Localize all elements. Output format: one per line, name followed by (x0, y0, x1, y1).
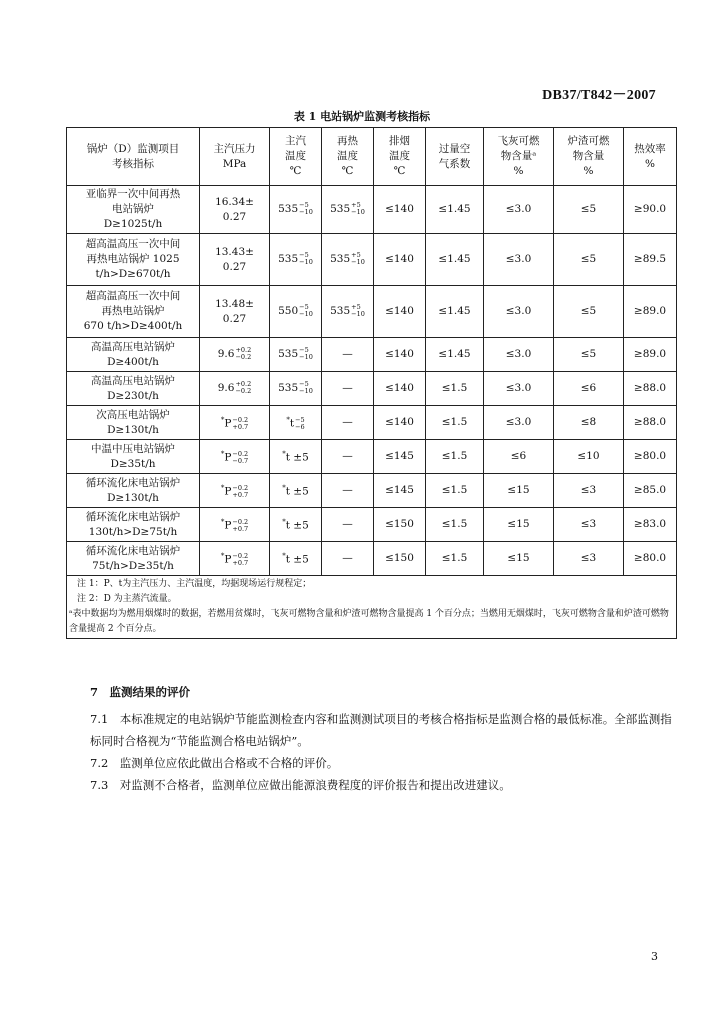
cell-main-temp (270, 474, 322, 508)
header-main-temperature-line: 主汽 (285, 135, 306, 147)
cell-exhaust: ≤145 (374, 474, 426, 508)
cell-type (67, 542, 200, 576)
cell-type-line: 高温高压电站锅炉 (91, 340, 175, 353)
cell-type-line: D≥230t/h (107, 389, 159, 402)
cell-efficiency: ≥90.0 (624, 186, 677, 234)
table-row (67, 372, 677, 406)
cell-type-line: 130t/h>D≥75t/h (88, 525, 178, 538)
cell-pressure-base: 9.6 (217, 348, 235, 360)
cell-pressure-base: P (224, 451, 232, 464)
table-row (67, 234, 677, 286)
cell-main-temp-sub: −10 (299, 258, 313, 266)
cell-efficiency: ≥80.0 (624, 542, 677, 576)
cell-type-line: 超高温高压一次中间 (85, 290, 181, 302)
cell-pressure-line: 16.34± (215, 195, 254, 208)
cell-fly-ash: ≤3.0 (484, 234, 554, 286)
table-notes (67, 576, 677, 639)
header-exhaust-temperature-line: ℃ (393, 165, 406, 177)
table-row (67, 474, 677, 508)
cell-excess-air: ≤1.5 (426, 440, 484, 474)
cell-main-temp-sup: −5 (295, 415, 305, 424)
cell-fly-ash: ≤6 (484, 440, 554, 474)
page-number: 3 (651, 950, 658, 963)
cell-efficiency: ≥88.0 (624, 372, 677, 406)
cell-main-temp-sub: −10 (299, 208, 313, 216)
cell-main-temp (270, 406, 322, 440)
cell-exhaust: ≤145 (374, 440, 426, 474)
cell-main-temp (270, 508, 322, 542)
cell-type (67, 186, 200, 234)
header-excess-air (426, 128, 484, 186)
cell-fly-ash: ≤15 (484, 474, 554, 508)
cell-fly-ash: ≤3.0 (484, 372, 554, 406)
header-main-pressure-line: MPa (222, 157, 247, 170)
cell-main-temp-base: t ±5 (285, 553, 309, 566)
cell-reheat-temp: — (322, 372, 374, 406)
cell-pressure (200, 186, 270, 234)
cell-pressure-line: 0.27 (222, 210, 247, 223)
header-excess-air-line: 过量空 (438, 142, 471, 155)
cell-main-temp (270, 234, 322, 286)
table-row (67, 338, 677, 372)
cell-type-line: 中温中压电站锅炉 (91, 442, 175, 455)
cell-pressure-base: P (224, 485, 232, 498)
cell-pressure-line: 0.27 (222, 260, 247, 273)
header-main-pressure (200, 128, 270, 186)
cell-main-temp-base: t ±5 (285, 485, 309, 498)
note-1: 注 1：P、t为主汽压力、主汽温度，均据现场运行规程定； (77, 579, 312, 589)
cell-main-temp-marker: * (282, 518, 286, 527)
header-reheat-temperature-line: 温度 (337, 150, 358, 162)
cell-main-temp-marker: * (282, 450, 286, 459)
header-reheat-temperature-line: ℃ (341, 165, 354, 177)
cell-type-line: D≥400t/h (107, 355, 159, 368)
cell-main-temp-sup: −5 (299, 380, 309, 388)
cell-pressure-sup: −0.2 (232, 415, 249, 424)
cell-reheat-temp-base: 535 (330, 305, 351, 317)
cell-excess-air: ≤1.45 (426, 286, 484, 338)
cell-slag: ≤3 (554, 474, 624, 508)
cell-main-temp (270, 440, 322, 474)
cell-slag: ≤8 (554, 406, 624, 440)
header-slag-combustible (554, 128, 624, 186)
cell-main-temp (270, 372, 322, 406)
header-exhaust-temperature (374, 128, 426, 186)
cell-efficiency: ≥89.0 (624, 338, 677, 372)
cell-reheat-temp-tolerance (351, 304, 365, 318)
cell-type-line: 循环流化床电站锅炉 (85, 510, 181, 523)
cell-pressure (200, 372, 270, 406)
cell-main-temp-base: 535 (278, 253, 299, 265)
table-row (67, 542, 677, 576)
cell-main-temp-sup: −5 (299, 346, 309, 354)
cell-slag: ≤5 (554, 338, 624, 372)
cell-fly-ash: ≤3.0 (484, 406, 554, 440)
cell-main-temp-tolerance (299, 347, 313, 361)
cell-pressure-base: P (224, 519, 232, 532)
cell-excess-air: ≤1.45 (426, 186, 484, 234)
cell-type-line: 再热电站锅炉 (101, 305, 165, 317)
cell-main-temp (270, 286, 322, 338)
header-thermal-efficiency (624, 128, 677, 186)
cell-main-temp (270, 186, 322, 234)
cell-efficiency: ≥80.0 (624, 440, 677, 474)
cell-pressure-tolerance (232, 485, 248, 499)
cell-main-temp-tolerance (299, 252, 313, 266)
header-monitored-item (67, 128, 200, 186)
cell-pressure-sub: +0.7 (232, 524, 249, 533)
cell-main-temp (270, 542, 322, 576)
cell-type-line: 超高温高压一次中间 (85, 238, 181, 250)
table-notes-row (67, 576, 677, 639)
cell-main-temp-marker: * (282, 552, 286, 561)
cell-pressure-base: P (224, 553, 232, 566)
note-a: ᵃ表中数据均为燃用烟煤时的数据，若燃用贫煤时，飞灰可燃物含量和炉渣可燃物含量提高 1 个百分点；当燃用无烟煤时，飞灰可燃物含量和炉渣可燃物含量提高 2 个百分点。 (69, 609, 669, 634)
cell-type-line: 次高压电站锅炉 (96, 408, 170, 421)
cell-reheat-temp (322, 286, 374, 338)
cell-type-line: D≥35t/h (110, 457, 156, 470)
cell-main-temp-base: t (289, 417, 295, 430)
cell-pressure-sup: −0.2 (232, 449, 249, 458)
table-row (67, 286, 677, 338)
table-row (67, 406, 677, 440)
cell-reheat-temp-tolerance (351, 252, 365, 266)
header-exhaust-temperature-line: 排烟 (389, 135, 410, 147)
header-monitored-item-line: 考核指标 (112, 157, 154, 170)
cell-main-temp-base: t ±5 (285, 519, 309, 532)
cell-pressure (200, 338, 270, 372)
cell-reheat-temp-tolerance (351, 202, 365, 216)
paragraph-7-1: 7.1 本标准规定的电站锅炉节能监测检查内容和监测测试项目的考核合格指标是监测合格的最低标准。全部监测指标同时合格视为“节能监测合格电站锅炉”。 (90, 712, 672, 748)
cell-exhaust: ≤140 (374, 186, 426, 234)
cell-pressure-sup: −0.2 (232, 483, 249, 492)
cell-excess-air: ≤1.5 (426, 474, 484, 508)
header-main-temperature (270, 128, 322, 186)
header-fly-ash-combustible-line: 物含量ᵃ (500, 150, 537, 162)
cell-type-line: 循环流化床电站锅炉 (85, 544, 181, 557)
cell-exhaust: ≤140 (374, 338, 426, 372)
section-title: 7 监测结果的评价 (90, 685, 191, 699)
cell-type-line: 循环流化床电站锅炉 (85, 476, 181, 489)
cell-efficiency: ≥83.0 (624, 508, 677, 542)
cell-main-temp-tolerance (295, 417, 305, 431)
cell-efficiency: ≥89.5 (624, 234, 677, 286)
cell-pressure (200, 542, 270, 576)
cell-pressure-marker: * (220, 484, 225, 493)
cell-pressure-tolerance (232, 451, 248, 465)
cell-type-line: 再热电站锅炉 1025 (86, 253, 180, 265)
cell-reheat-temp-sup: +5 (351, 303, 361, 311)
cell-pressure-tolerance (235, 381, 251, 395)
paragraph-7-2: 7.2 监测单位应依此做出合格或不合格的评价。 (90, 756, 339, 770)
table-row (67, 186, 677, 234)
cell-pressure-marker: * (220, 450, 225, 459)
boiler-indicator-table (66, 127, 677, 639)
cell-type-line: D≥130t/h (107, 491, 159, 504)
cell-main-temp-sup: −5 (299, 201, 309, 209)
header-fly-ash-combustible-line: % (513, 165, 524, 177)
cell-fly-ash: ≤15 (484, 542, 554, 576)
cell-excess-air: ≤1.5 (426, 406, 484, 440)
cell-main-temp-marker: * (282, 484, 286, 493)
cell-type-line: 75t/h>D≥35t/h (92, 559, 174, 572)
cell-main-temp-base: 550 (278, 305, 299, 317)
header-fly-ash-combustible-line: 飞灰可燃 (497, 135, 540, 147)
cell-slag: ≤6 (554, 372, 624, 406)
cell-pressure-sup: +0.2 (235, 346, 252, 354)
cell-excess-air: ≤1.45 (426, 338, 484, 372)
cell-main-temp-base: 535 (278, 203, 299, 215)
cell-pressure-marker: * (220, 416, 225, 425)
cell-pressure-sub: −0.2 (235, 387, 252, 395)
cell-main-temp-sub: −10 (299, 387, 313, 395)
cell-reheat-temp-sub: −10 (351, 258, 365, 266)
cell-slag: ≤3 (554, 508, 624, 542)
cell-main-temp-sup: −5 (299, 303, 309, 311)
header-slag-combustible-line: % (583, 165, 594, 177)
cell-slag: ≤5 (554, 286, 624, 338)
cell-reheat-temp: — (322, 508, 374, 542)
cell-main-temp-base: 535 (278, 382, 299, 394)
header-reheat-temperature (322, 128, 374, 186)
cell-pressure-base: P (224, 417, 232, 430)
cell-pressure-tolerance (232, 553, 248, 567)
cell-pressure-sub: +0.7 (232, 558, 249, 567)
cell-type-line: 电站锅炉 (112, 203, 154, 215)
cell-reheat-temp (322, 234, 374, 286)
cell-pressure-line: 0.27 (222, 312, 247, 325)
cell-efficiency: ≥89.0 (624, 286, 677, 338)
cell-reheat-temp-sub: −10 (351, 208, 365, 216)
header-thermal-efficiency-line: 热效率 (634, 142, 666, 155)
cell-reheat-temp-base: 535 (330, 253, 351, 265)
cell-pressure (200, 286, 270, 338)
cell-reheat-temp-sup: +5 (351, 251, 361, 259)
cell-main-temp-sub: −10 (299, 353, 313, 361)
cell-reheat-temp: — (322, 406, 374, 440)
cell-excess-air: ≤1.5 (426, 508, 484, 542)
cell-reheat-temp-sup: +5 (351, 201, 361, 209)
cell-pressure-sub: −0.2 (235, 353, 252, 361)
cell-exhaust: ≤140 (374, 286, 426, 338)
cell-pressure (200, 440, 270, 474)
cell-main-temp-sup: −5 (299, 251, 309, 259)
cell-main-temp-tolerance (299, 304, 313, 318)
cell-pressure-tolerance (232, 417, 248, 431)
header-exhaust-temperature-line: 温度 (389, 150, 410, 162)
header-main-temperature-line: 温度 (285, 150, 306, 162)
cell-fly-ash: ≤3.0 (484, 338, 554, 372)
cell-excess-air: ≤1.45 (426, 234, 484, 286)
cell-reheat-temp: — (322, 338, 374, 372)
cell-type-line: 高温高压电站锅炉 (91, 374, 175, 387)
cell-fly-ash: ≤15 (484, 508, 554, 542)
table-caption: 表 1 电站锅炉监测考核指标 (293, 110, 431, 123)
cell-type-line: D≥130t/h (107, 423, 159, 436)
cell-fly-ash: ≤3.0 (484, 286, 554, 338)
cell-main-temp-sub: −10 (299, 310, 313, 318)
document-id: DB37/T842－2007 (542, 88, 656, 103)
cell-main-temp-sub: −6 (295, 422, 305, 431)
table-header-row (67, 128, 677, 186)
note-2: 注 2：D 为主蒸汽流量。 (77, 594, 177, 604)
cell-main-temp-tolerance (299, 381, 313, 395)
header-slag-combustible-line: 物含量 (572, 150, 605, 162)
cell-pressure-sub: +0.7 (232, 490, 249, 499)
cell-type (67, 286, 200, 338)
header-excess-air-line: 气系数 (438, 157, 471, 170)
cell-type-line: t/h>D≥670t/h (95, 268, 171, 280)
cell-type-line: 亚临界一次中间再热 (85, 188, 181, 200)
header-monitored-item-line: 锅炉（D）监测项目 (86, 142, 180, 155)
header-thermal-efficiency-line: % (645, 157, 655, 170)
cell-main-temp (270, 338, 322, 372)
table-row (67, 440, 677, 474)
cell-pressure-tolerance (235, 347, 251, 361)
cell-reheat-temp-sub: −10 (351, 310, 365, 318)
cell-type (67, 234, 200, 286)
cell-type (67, 474, 200, 508)
cell-pressure-marker: * (220, 518, 225, 527)
header-main-temperature-line: ℃ (289, 165, 302, 177)
cell-reheat-temp: — (322, 474, 374, 508)
cell-type (67, 372, 200, 406)
table-row (67, 508, 677, 542)
cell-pressure-sup: −0.2 (232, 517, 249, 526)
cell-type-line: 670 t/h>D≥400t/h (83, 320, 183, 332)
cell-main-temp-base: t ±5 (285, 451, 309, 464)
cell-type-line: D≥1025t/h (103, 218, 163, 230)
cell-slag: ≤5 (554, 186, 624, 234)
cell-pressure-line: 13.43± (215, 245, 254, 258)
cell-efficiency: ≥85.0 (624, 474, 677, 508)
cell-exhaust: ≤150 (374, 508, 426, 542)
cell-reheat-temp (322, 186, 374, 234)
cell-main-temp-base: 535 (278, 348, 299, 360)
cell-pressure-sup: −0.2 (232, 551, 249, 560)
cell-slag: ≤10 (554, 440, 624, 474)
cell-pressure (200, 474, 270, 508)
cell-fly-ash: ≤3.0 (484, 186, 554, 234)
cell-pressure-base: 9.6 (217, 382, 235, 394)
cell-exhaust: ≤140 (374, 372, 426, 406)
cell-pressure-sub: −0.7 (232, 456, 249, 465)
cell-excess-air: ≤1.5 (426, 542, 484, 576)
cell-type (67, 406, 200, 440)
cell-exhaust: ≤140 (374, 406, 426, 440)
cell-slag: ≤3 (554, 542, 624, 576)
cell-excess-air: ≤1.5 (426, 372, 484, 406)
paragraph-7-3: 7.3 对监测不合格者，监测单位应做出能源浪费程度的评价报告和提出改进建议。 (90, 778, 511, 792)
cell-type (67, 440, 200, 474)
cell-reheat-temp: — (322, 542, 374, 576)
cell-main-temp-marker: * (286, 416, 290, 425)
cell-pressure-marker: * (220, 552, 225, 561)
cell-slag: ≤5 (554, 234, 624, 286)
header-slag-combustible-line: 炉渣可燃 (567, 135, 610, 147)
cell-type (67, 338, 200, 372)
cell-pressure (200, 508, 270, 542)
cell-exhaust: ≤150 (374, 542, 426, 576)
cell-pressure-sup: +0.2 (235, 380, 252, 388)
cell-pressure-tolerance (232, 519, 248, 533)
cell-main-temp-tolerance (299, 202, 313, 216)
cell-efficiency: ≥88.0 (624, 406, 677, 440)
header-reheat-temperature-line: 再热 (337, 135, 358, 147)
cell-pressure-line: 13.48± (215, 297, 254, 310)
header-fly-ash-combustible (484, 128, 554, 186)
cell-exhaust: ≤140 (374, 234, 426, 286)
cell-pressure-sub: +0.7 (232, 422, 249, 431)
header-main-pressure-line: 主汽压力 (213, 142, 256, 155)
cell-reheat-temp: — (322, 440, 374, 474)
cell-type (67, 508, 200, 542)
cell-pressure (200, 406, 270, 440)
cell-reheat-temp-base: 535 (330, 203, 351, 215)
cell-pressure (200, 234, 270, 286)
